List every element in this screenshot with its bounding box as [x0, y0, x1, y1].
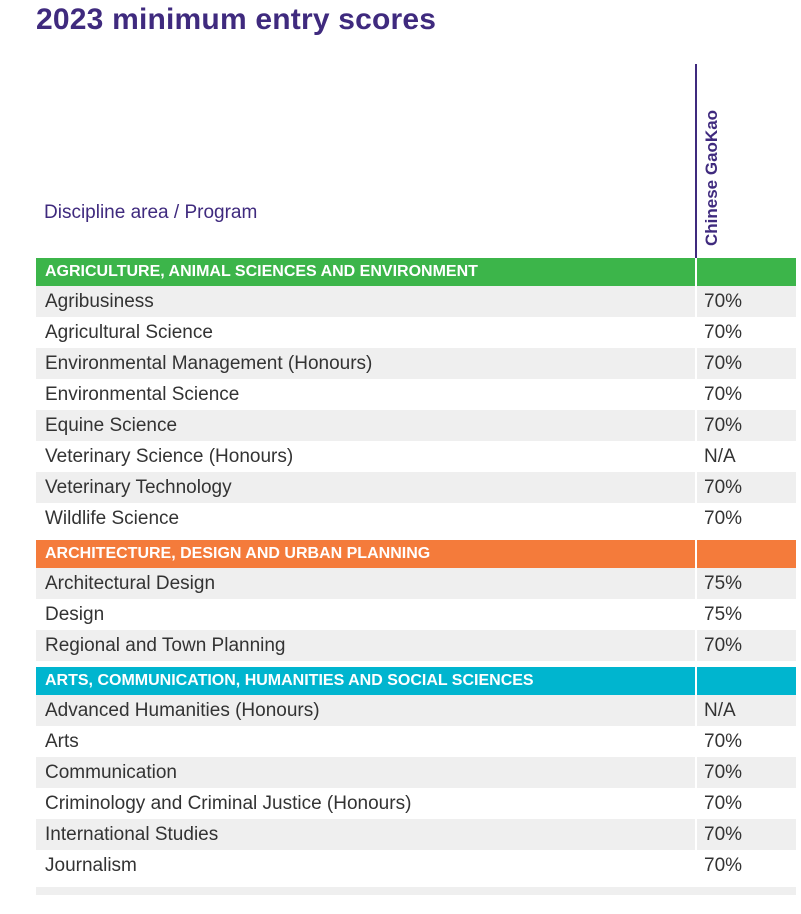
section-header — [36, 540, 796, 568]
table-row — [36, 788, 796, 819]
section-title: AGRICULTURE, ANIMAL SCIENCES AND ENVIRONMENT — [45, 263, 478, 280]
program-name: Wildlife Science — [45, 507, 180, 529]
column-divider — [695, 317, 697, 348]
program-score: 70% — [704, 730, 743, 752]
program-score: 70% — [704, 414, 743, 436]
program-score: 70% — [704, 383, 743, 405]
column-divider — [695, 819, 697, 850]
column-divider — [695, 286, 697, 317]
section-header — [36, 667, 796, 695]
column-divider — [695, 540, 697, 568]
table-row — [36, 410, 796, 441]
program-name: Advanced Humanities (Honours) — [45, 699, 320, 721]
program-score: 70% — [704, 634, 743, 656]
program-name: Design — [45, 603, 105, 625]
table-row — [36, 317, 796, 348]
column-divider — [695, 757, 697, 788]
table-section — [36, 540, 796, 661]
table-row — [36, 850, 796, 881]
table-row — [36, 441, 796, 472]
table-row — [36, 348, 796, 379]
program-score: 70% — [704, 507, 743, 529]
column-divider — [695, 348, 697, 379]
column-divider — [695, 379, 697, 410]
column-divider — [695, 850, 697, 881]
table-row — [36, 472, 796, 503]
column-divider — [695, 599, 697, 630]
column-divider — [695, 503, 697, 534]
column-divider — [695, 726, 697, 757]
program-name: Agricultural Science — [45, 321, 213, 343]
program-score: N/A — [704, 445, 736, 467]
program-score: 70% — [704, 823, 743, 845]
program-score: 70% — [704, 792, 743, 814]
program-name: Veterinary Technology — [45, 476, 232, 498]
program-name: Equine Science — [45, 414, 178, 436]
entry-scores-table — [36, 258, 796, 895]
column-divider — [695, 258, 697, 286]
column-divider — [695, 630, 697, 661]
column-divider — [695, 568, 697, 599]
column-divider — [695, 695, 697, 726]
section-header — [36, 258, 796, 286]
program-score: N/A — [704, 699, 736, 721]
table-row — [36, 695, 796, 726]
table-row — [36, 503, 796, 534]
page-title: 2023 minimum entry scores — [36, 3, 437, 36]
column-divider — [695, 667, 697, 695]
program-name: Regional and Town Planning — [45, 634, 286, 656]
column-divider — [695, 64, 697, 258]
section-title: ARCHITECTURE, DESIGN AND URBAN PLANNING — [45, 545, 431, 562]
table-row — [36, 286, 796, 317]
table-section — [36, 258, 796, 534]
discipline-column-label: Discipline area / Program — [44, 202, 258, 223]
table-row — [36, 568, 796, 599]
program-name: Architectural Design — [45, 572, 216, 594]
column-divider — [695, 472, 697, 503]
program-score: 75% — [704, 572, 743, 594]
program-name: Environmental Science — [45, 383, 240, 405]
column-divider — [695, 441, 697, 472]
program-score: 70% — [704, 476, 743, 498]
program-score: 70% — [704, 321, 743, 343]
column-divider — [695, 788, 697, 819]
table-column-header — [0, 64, 801, 258]
program-name: Agribusiness — [45, 290, 154, 312]
program-name: Environmental Management (Honours) — [45, 352, 373, 374]
program-score: 70% — [704, 290, 743, 312]
program-name: Journalism — [45, 854, 137, 876]
program-score: 70% — [704, 761, 743, 783]
table-row — [36, 726, 796, 757]
table-row — [36, 630, 796, 661]
table-row — [36, 379, 796, 410]
program-name: International Studies — [45, 823, 219, 845]
table-row — [36, 819, 796, 850]
column-divider — [695, 410, 697, 441]
table-row — [36, 599, 796, 630]
table-row — [36, 757, 796, 788]
program-score: 70% — [704, 352, 743, 374]
program-name: Communication — [45, 761, 177, 783]
program-name: Arts — [45, 730, 79, 752]
section-title: ARTS, COMMUNICATION, HUMANITIES AND SOCIAL SCIENCES — [45, 672, 534, 689]
program-name: Veterinary Science (Honours) — [45, 445, 294, 467]
table-section — [36, 667, 796, 881]
score-column-label: Chinese GaoKao — [702, 109, 721, 246]
program-name: Criminology and Criminal Justice (Honours) — [45, 792, 412, 814]
program-score: 70% — [704, 854, 743, 876]
table-row-cutoff — [36, 887, 796, 895]
program-score: 75% — [704, 603, 743, 625]
